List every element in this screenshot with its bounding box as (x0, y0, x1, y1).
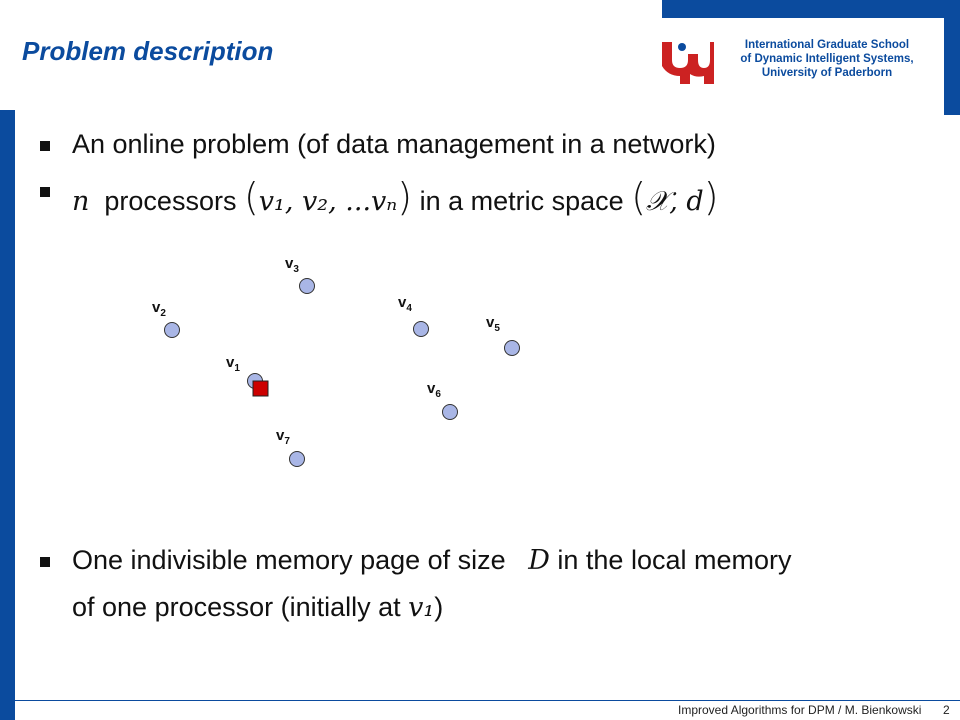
bullet-icon (40, 187, 50, 197)
bullet-icon (40, 141, 50, 151)
bullet-icon (40, 557, 50, 567)
org-line: of Dynamic Intelligent Systems, (740, 53, 914, 65)
bullet-text: An online problem (of data management in a network) (72, 129, 716, 159)
node-label: $v_3$ (285, 255, 299, 275)
close-paren: ) (703, 175, 719, 219)
footer-text: Improved Algorithms for DPM / M. Bienkowski (678, 703, 922, 717)
node-v2 (165, 323, 180, 338)
close-paren: ) (397, 175, 413, 219)
node-v4 (414, 322, 429, 337)
open-paren: ( (631, 175, 647, 219)
node-label: $v_6$ (427, 380, 441, 400)
bullet-text-part: of one processor (initially at (72, 592, 401, 622)
footer-divider (15, 700, 960, 701)
open-paren: ( (243, 175, 259, 219)
node-v6 (443, 405, 458, 420)
node-v5 (505, 341, 520, 356)
bullet-text (72, 545, 791, 576)
math-n: n (72, 186, 90, 217)
node-label: $v_1$ (226, 354, 240, 374)
page-number: 2 (943, 703, 950, 717)
slide-title: Problem description (22, 36, 274, 66)
node-label: $v_4$ (398, 294, 412, 314)
math-v1: v₁ (408, 592, 435, 623)
node-label: $v_5$ (486, 314, 500, 334)
bullet-text-part: One indivisible memory page of size (72, 545, 506, 575)
bullet-text-part: in a metric space (419, 186, 624, 216)
math-D: D (528, 545, 550, 576)
node-v3 (300, 279, 315, 294)
bullet-text-part: processors (104, 186, 237, 216)
node-label: $v_7$ (276, 427, 290, 447)
bullet-text-part: in the local memory (557, 545, 792, 575)
right-accent-strip (944, 0, 960, 115)
bullet-text (72, 175, 719, 219)
memory-page-icon (253, 381, 268, 396)
university-logo-icon (660, 38, 716, 88)
math-processor-list: v₁, v₂, ...vₙ (258, 186, 398, 217)
math-metric-space: 𝒳, d (646, 186, 704, 217)
org-line: International Graduate School (744, 39, 910, 51)
network-diagram (130, 250, 550, 480)
node-v7 (290, 452, 305, 467)
close-paren-text: ) (434, 592, 444, 622)
node-label: $v_2$ (152, 299, 166, 319)
organization-name (724, 38, 930, 80)
org-line: University of Paderborn (761, 67, 893, 79)
bullet-text (72, 592, 443, 623)
